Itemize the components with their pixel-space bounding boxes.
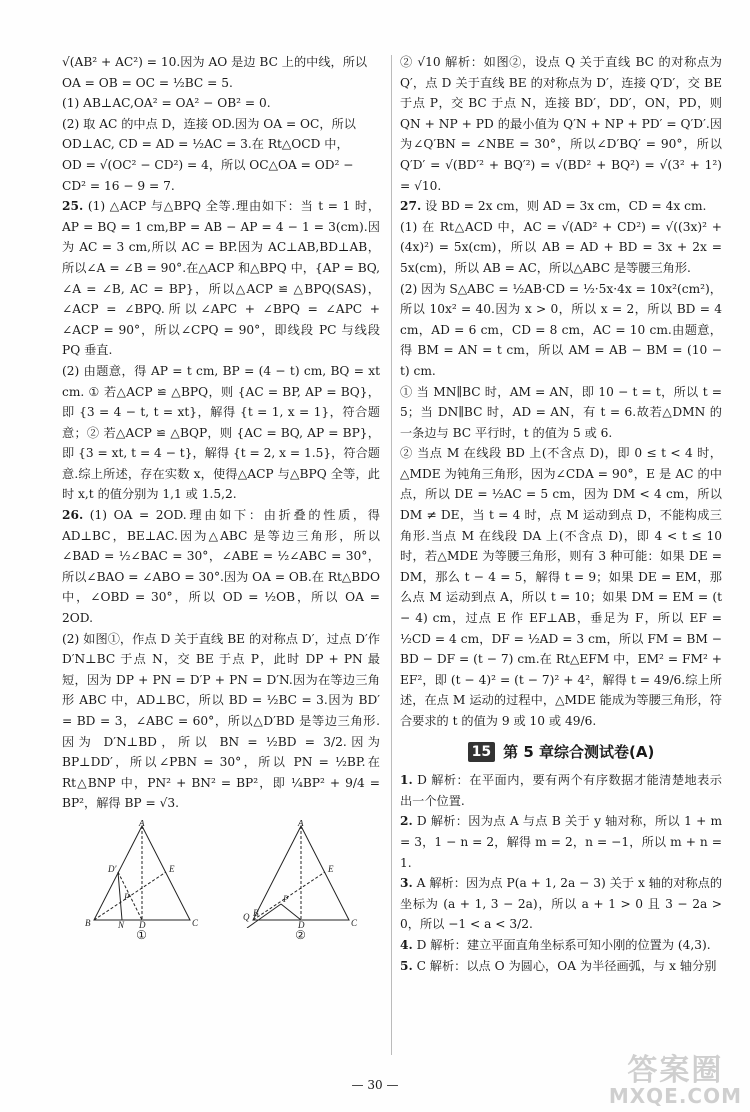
answer-item — [400, 873, 722, 935]
point-label: P — [123, 891, 129, 902]
point-label: E — [168, 863, 174, 874]
answer-item — [400, 935, 722, 956]
answer-text: D 解析：因为点 A 与点 B 关于 y 轴对称，所以 1 + m = 3，1 − n = 2，解得 m = 2，n = −1，所以 m + n = 1. — [400, 814, 723, 870]
question-number: 25. — [62, 199, 84, 214]
text-line: (1) 在 Rt△ACD 中，AC = √(AD² + CD²) = √((3x)² + (4x)²) = 5x(cm)，所以 AB = AD + BD = 3x + 2x = 5x(cm)，所以 AB = AC，所以△ABC 是等腰三角形. — [400, 219, 722, 275]
section-heading — [400, 742, 722, 763]
figure-2 — [241, 820, 361, 942]
point-label: D′ — [107, 863, 116, 874]
question-25 — [62, 196, 380, 361]
point-label: Q — [242, 911, 249, 922]
question-26 — [62, 505, 380, 629]
text-line: (2) 如图①，作点 D 关于直线 BE 的对称点 D′，过点 D′作 D′N⊥BC 于点 N，交 BE 于点 P，此时 DP + PN 最短，因为 DP + PN = D′P + PN = D′N.因为在等边三角形 ABC 中，AD⊥BC，所以 BD = ½BC = 3.因为 BD′ = BD = 3，∠ABC = 60°，所以△D′BD 是等边三角形.因为 D′N⊥BD，所以 BN = ½BD = 3/2.因为 BP⊥DD′，所以∠PBN = 30°，所以 PN = ½BP.在 Rt△BNP 中，PN² + BN² = BP²，即 ¼BP² + 9/4 = BP²，解得 BP = √3. — [62, 631, 380, 811]
answer-item — [400, 770, 722, 811]
text-line: (2) 由题意，得 AP = t cm, BP = (4 − t) cm, BQ = xt cm. ① 若△ACP ≌ △BPQ，则 {AC = BP, AP = BQ}，即 {3 = 4 − t, t = xt}，解得 {t = 1, x = 1}，符合题意；② 若△ACP ≌ △BQP，则 {AC = BQ, AP = BP}，即 {3 = xt, t = 4 − t}，解得 {t = 2, x = 1.5}，符合题意.综上所述，存在实数 x，使得△ACP 与△BPQ 全等，此时 x,t 的值分别为 1,1 或 1.5,2. — [62, 363, 380, 502]
site-watermark — [608, 1053, 742, 1108]
answer-text: D 解析：建立平面直角坐标系可知小刚的位置为 (4,3). — [416, 937, 711, 952]
point-label: B — [84, 917, 90, 928]
point-label: D — [297, 919, 304, 928]
figure-1 — [82, 820, 202, 942]
question-number: 27. — [400, 199, 422, 214]
question-text: 设 BD = 2x cm，则 AD = 3x cm，CD = 4x cm. — [425, 199, 707, 214]
section-title: 第 5 章综合测试卷(A) — [503, 742, 655, 761]
answer-text: C 解析：以点 O 为圆心，OA 为半径画弧，与 x 轴分别 — [416, 958, 717, 973]
point-label: A — [297, 819, 303, 828]
text-line: (2) 因为 S△ABC = ½AB·CD = ½·5x·4x = 10x²(cm²)，所以 10x² = 40.因为 x > 0，所以 x = 2，所以 BD = 4 cm，AD = 6 cm，CD = 8 cm，AC = 10 cm.由题意，得 BM = AN = t cm，所以 AM = AB − BM = (10 − t) cm. — [400, 281, 722, 378]
question-27 — [400, 196, 722, 217]
page-number: — 30 — — [351, 1078, 399, 1092]
answer-number: 2. — [400, 814, 413, 829]
watermark-text: 答案圈 — [627, 1053, 724, 1088]
text-line: ② √10 解析：如图②，设点 Q 关于直线 BC 的对称点为 Q′，点 D 关于直线 BE 的对称点为 D′，连接 Q′D′，交 BE 于点 P，交 BC 于点 N，连接 BD′，DD′，ON，PD，则 QN + NP + PD 的最小值为 Q′N + NP + PD′ = Q′D′.因为∠Q′BN = ∠NBE = 30°，所以∠D′BQ′ = 90°，所以 Q′D′ = √(BD′² + BQ′²) = √(BD² + BQ²) = √(3² + 1²) = √10. — [400, 55, 722, 193]
text-line: CD² = 16 − 9 = 7. — [62, 178, 175, 193]
point-label: D — [138, 919, 145, 928]
question-number: 26. — [62, 508, 84, 523]
answer-item — [400, 956, 722, 977]
section-number-badge: 15 — [468, 742, 495, 763]
answer-number: 1. — [400, 773, 413, 788]
right-column — [400, 52, 722, 976]
answer-text: D 解析：在平面内，要有两个有序数据才能清楚地表示出一个位置. — [400, 773, 722, 808]
figure-label: ① — [136, 927, 147, 942]
text-line: ② 当点 M 在线段 BD 上(不含点 D)，即 0 ≤ t < 4 时，△MDE 为钝角三角形，因为∠CDA = 90°，E 是 AC 的中点，所以 DE = ½AC = 5 cm，因为 DM < 4 cm，所以 DM ≠ DE，当 t = 4 时，点 M 运动到点 D，不能构成三角形.当点 M 在线段 DA 上(不含点 D)，即 4 < t ≤ 10 时，若△MDE 为等腰三角形，则有 3 种可能：如果 DE = DM，那么 t − 4 = 5，解得 t = 9；如果 DE = EM，那么点 M 运动到点 A，所以 t = 10；如果 DM = EM = (t − 4) cm，过点 E 作 EF⊥AB，垂足为 F，所以 EF = ½CD = 4 cm，DF = ½AD = 3 cm，所以 FM = BM − BD − DF = (t − 7) cm.在 Rt△EFM 中，EM² = FM² + EF²，即 (t − 4)² = (t − 7)² + 4²，解得 t = 49/6.综上所述，在点 M 运动的过程中，△MDE 能成为等腰三角形，符合要求的 t 的值为 9 或 10 或 49/6. — [400, 446, 722, 728]
answer-number: 4. — [400, 937, 413, 952]
point-label: B — [252, 907, 258, 918]
point-label: E — [327, 863, 333, 874]
answer-item — [400, 811, 722, 873]
point-label: C — [350, 917, 357, 928]
triangle-diagram-1 — [82, 820, 202, 928]
point-label: N — [117, 919, 124, 928]
text-line: OA = OB = OC = ½BC = 5. — [62, 75, 233, 90]
left-column — [62, 52, 380, 942]
question-text: (1) △ACP 与△BPQ 全等.理由如下：当 t = 1 时，AP = BQ = 1 cm,BP = AB − AP = 4 − 1 = 3(cm).因为 AC = 3 cm,所以 AC = BP.因为 AC⊥AB,BD⊥AB，所以∠A = ∠B = 90°.在△ACP 和△BPQ 中，{AP = BQ, ∠A = ∠B, AC = BP}，所以△ACP ≌ △BPQ(SAS)，∠ACP = ∠BPQ.所以∠APC + ∠BPQ = ∠APC + ∠ACP = 90°，所以∠CPQ = 90°，即线段 PC 与线段 PQ 垂直. — [62, 199, 381, 358]
triangle-diagram-2 — [241, 820, 361, 928]
text-line: (1) AB⊥AC,OA² = OA² − OB² = 0. — [62, 96, 271, 111]
text-line: (2) 取 AC 的中点 D，连接 OD.因为 OA = OC，所以 — [62, 116, 356, 131]
figure-label: ② — [295, 927, 306, 942]
text-line: OD⊥AC, CD = AD = ½AC = 3.在 Rt△OCD 中， — [62, 137, 349, 152]
point-label: P — [282, 893, 288, 904]
answer-text: A 解析：因为点 P(a + 1, 2a − 3) 关于 x 轴的对称点的坐标为 (a + 1, 3 − 2a)，所以 a + 1 > 0 且 3 − 2a > 0，所以 −1 < a < 3/2. — [400, 876, 723, 932]
column-divider — [391, 55, 392, 1055]
watermark-url: MXQE.COM — [608, 1084, 742, 1108]
answer-number: 3. — [400, 876, 413, 891]
text-line: ① 当 MN∥BC 时，AM = AN，即 10 − t = t，所以 t = 5；当 DN∥BC 时，AD = AN，有 t = 6.故若△DMN 的一条边与 BC 平行时，t 的值为 5 或 6. — [400, 384, 722, 440]
figures-row — [62, 820, 380, 942]
answer-number: 5. — [400, 958, 413, 973]
point-label: C — [191, 917, 198, 928]
text-line: √(AB² + AC²) = 10.因为 AO 是边 BC 上的中线，所以 — [62, 55, 368, 69]
question-text: (1) OA = 2OD.理由如下：由折叠的性质，得 AD⊥BC，BE⊥AC.因为△ABC 是等边三角形，所以∠BAD = ½∠BAC = 30°，∠ABE = ½∠ABC = 30°，所以∠BAO = ∠ABO = 30°.因为 OA = OB.在 Rt△BDO 中，∠OBD = 30°，所以 OD = ½OB，所以 OA = 2OD. — [62, 508, 380, 626]
text-line: OD = √(OC² − CD²) = 4，所以 OC△OA = OD² − — [62, 157, 354, 172]
point-label: A — [138, 819, 144, 828]
